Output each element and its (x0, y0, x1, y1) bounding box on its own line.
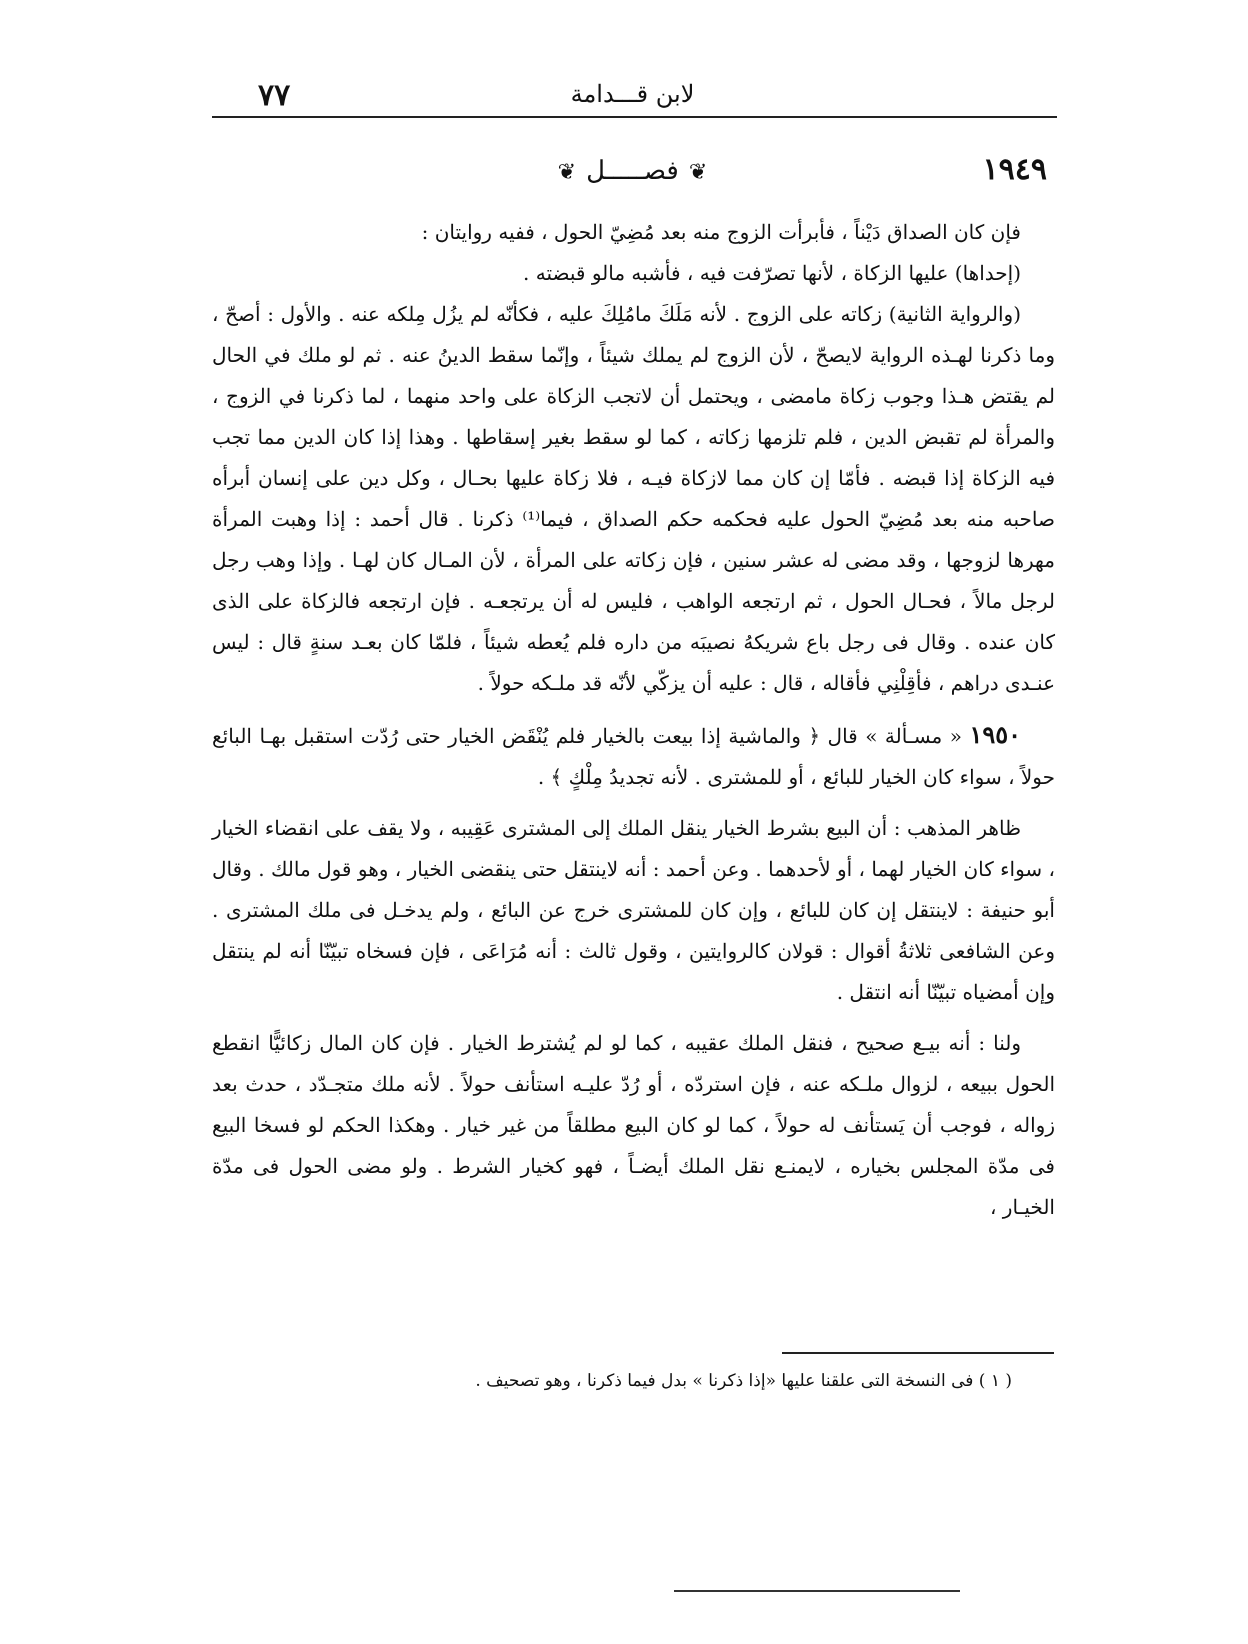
page-number: ٧٧ (258, 78, 291, 113)
section-number: ١٩٤٩ (982, 152, 1047, 187)
masala-number: ١٩٥٠ (969, 720, 1021, 749)
section-title: فصـــــل (586, 156, 679, 186)
ornament-right-icon: ❦ (688, 159, 708, 185)
ornament-left-icon: ❦ (557, 159, 577, 185)
paragraph-5: ظاهر المذهب : أن البيع بشرط الخيار ينقل الملك إلى المشترى عَقِيبه ، ولا يقف على انقضاء الخيار ، سواء كان الخيار لهما ، أو لأحدهما . وعن أحمد : أنه لاينتقل حتى ينقضى الخيار ، وهو قول مالك . وقال أبو حنيفة : لاينتقل إن كان للبائع ، وإن كان للمشترى خرج عن البائع ، ولم يدخـل فى ملك المشترى . وعن الشافعى ثلاثةُ أقوال : قولان كالروايتين ، وقول ثالث : أنه مُرَاعَى ، فإن فسخاه تبيّنّا أنه لم ينتقل وإن أمضياه تبيّنّا أنه انتقل . (212, 816, 1055, 1004)
main-text (212, 212, 1055, 1228)
paragraph-2: (إحداها) عليها الزكاة ، لأنها تصرّفت فيه ، فأشبه مالو قبضته . (523, 261, 1021, 285)
paragraph-3: (والرواية الثانية) زكاته على الزوج . لأنه مَلَكَ مامُلِكَ عليه ، فكأنّه لم يزُل مِلكه عنه . والأول : أصحّ ، وما ذكرنا لهـذه الرواية لايصحّ ، لأن الزوج لم يملك شيئاً ، وإنّما سقط الدينُ عنه . ثم لو ملك في الحال لم يقتض هـذا وجوب زكاة مامضى ، ويحتمل أن لاتجب الزكاة على واحد منهما ، لما ذكرنا في الزوج ، والمرأة لم تقبض الدين ، فلم تلزمها زكاته ، كما لو سقط بغير إسقاطها . وهذا إذا كان الدين مما تجب فيه الزكاة إذا قبضه . فأمّا إن كان مما لازكاة فيـه ، فلا زكاة عليها بحـال ، وكل دين على إنسان أبرأه صاحبه منه بعد مُضِيّ الحول عليه فحكمه حكم الصداق ، فيما⁽¹⁾ ذكرنا . قال أحمد : إذا وهبت المرأة مهرها لزوجها ، وقد مضى له عشر سنين ، فإن زكاته على المرأة ، لأن المـال كان لهـا . وإذا وهب رجل لرجل مالاً ، فحـال الحول ، ثم ارتجعه الواهب ، فليس له أن يرتجعـه . فإن ارتجعه فالزكاة على الذى كان عنده . وقال فى رجل باع شريكهُ نصيبَه من داره فلم يُعطه شيئاً ، فلمّا كان بعـد سنةٍ قال : ليس عنـدى دراهم ، فأقِلْنِي فأقاله ، قال : عليه أن يزكّي لأنّه قد ملـكه حولاً . (212, 302, 1056, 695)
bottom-rule (674, 1590, 960, 1592)
section-heading (210, 152, 1055, 196)
footnote: ( ١ ) فى النسخة التى علقنا عليها «إذا ذكرنا » بدل فيما ذكرنا ، وهو تصحيف . (475, 1371, 1012, 1391)
page-header (210, 78, 1055, 112)
paragraph-1: فإن كان الصداق دَيْناً ، فأبرأت الزوج منه بعد مُضِيّ الحول ، ففيه روايتان : (421, 220, 1021, 244)
header-rule (212, 116, 1057, 118)
footnote-rule (782, 1352, 1054, 1354)
masala-text: « مسـألة » قال ﴿ والماشية إذا بيعت بالخيار فلم يُنْقَض الخيار حتى رُدّت استقبل بهـا البائع حولاً ، سواء كان الخيار للبائع ، أو للمشترى . لأنه تجديدُ مِلْكٍ ﴾ . (212, 724, 1055, 789)
paragraph-6: ولنا : أنه بيـع صحيح ، فنقل الملك عقيبه ، كما لو لم يُشترط الخيار . فإن كان المال زكائيًّا انقطع الحول ببيعه ، لزوال ملـكه عنه ، فإن استردّه ، أو رُدّ عليـه استأنف حولاً . لأنه ملك متجـدّد ، حدث بعد زواله ، فوجب أن يَستأنف له حولاً ، كما لو كان البيع مطلقاً من غير خيار . وهكذا الحكم لو فسخا البيع فى مدّة المجلس بخياره ، لايمنـع نقل الملك أيضـاً ، فهو كخيار الشرط . ولو مضى الحول فى مدّة الخيـار ، (212, 1031, 1055, 1219)
masala-paragraph (212, 714, 1055, 798)
running-title: لابن قـــدامة (570, 80, 695, 108)
